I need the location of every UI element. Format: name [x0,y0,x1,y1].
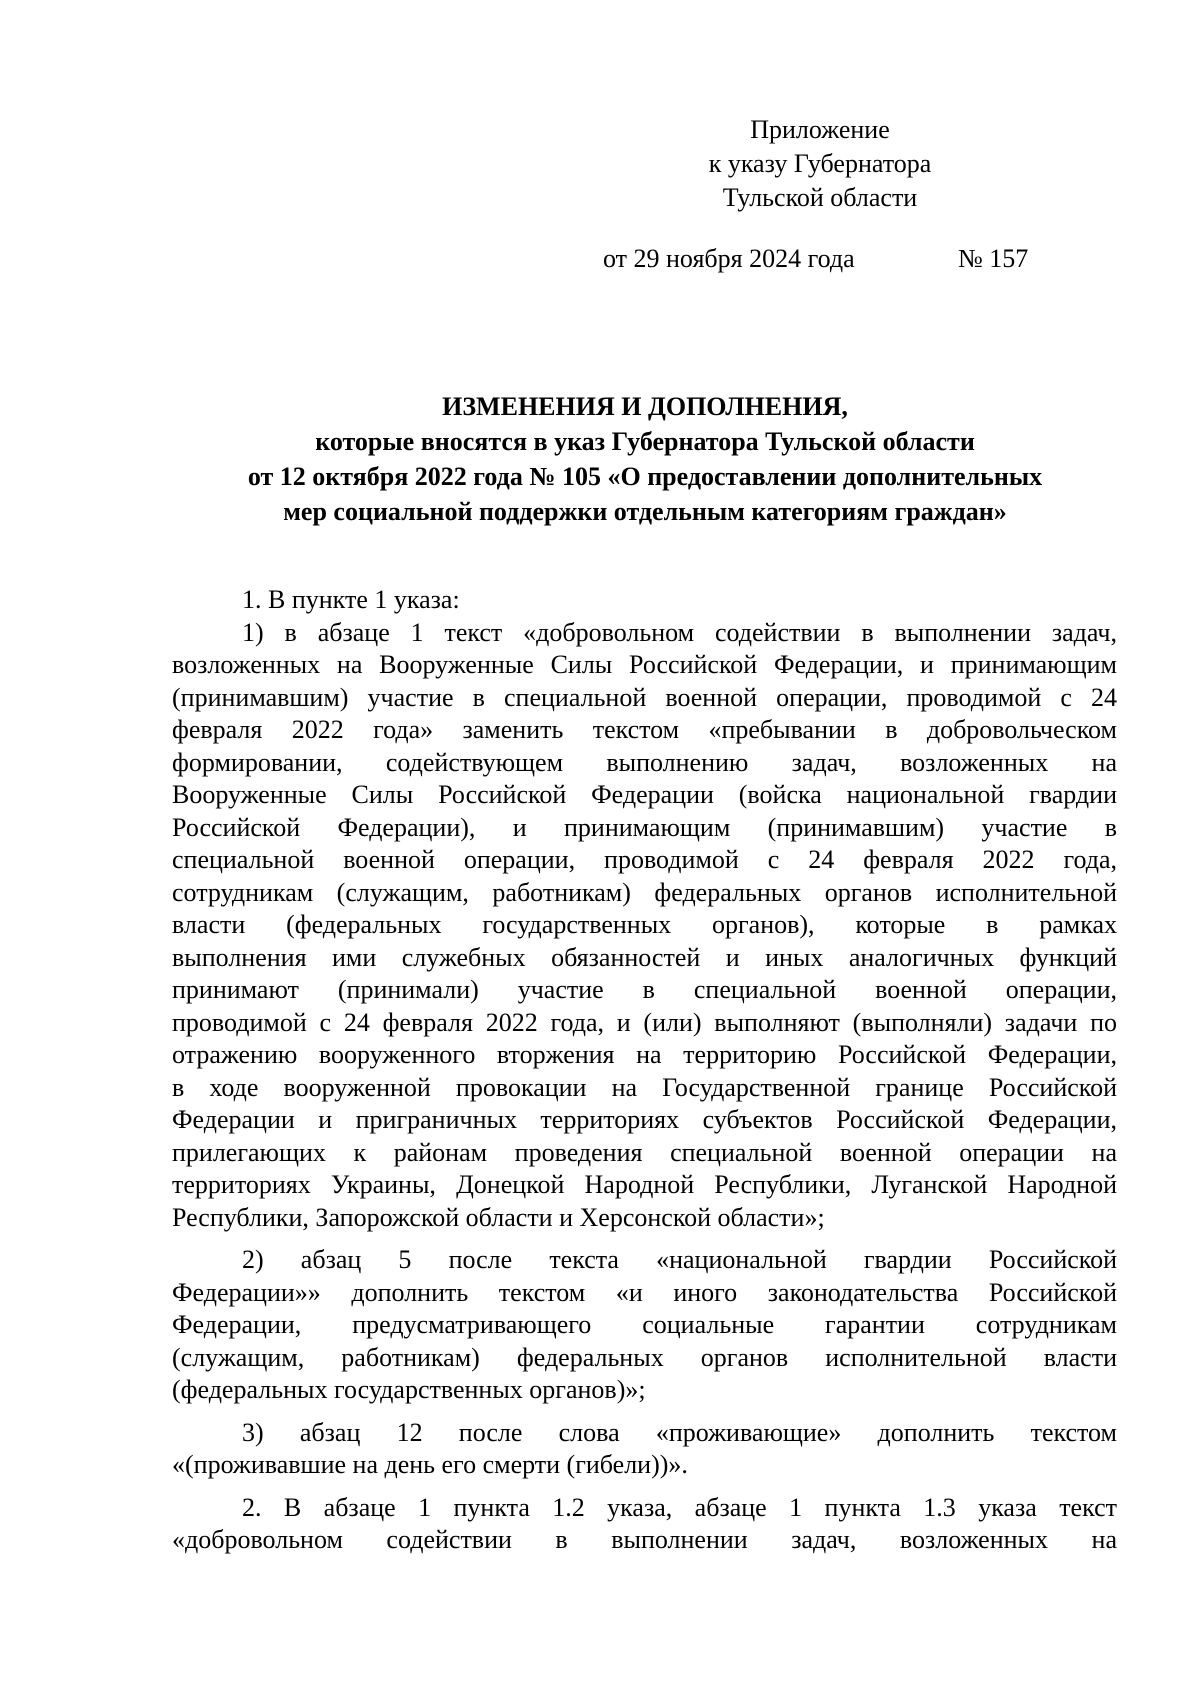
body-line: 1) в абзаце 1 текст «добровольном содействии в выполнении задач, [242,617,1117,647]
body-line: (служащим, работникам) федеральных органов исполнительной власти [172,1342,1117,1372]
body-line: в ходе вооруженной провокации на Государственной границе Российской [172,1072,1117,1102]
decree-date: от 29 ноября 2024 года [603,244,855,273]
body-line: Вооруженные Силы Российской Федерации (войска национальной гвардии [172,780,1117,809]
body-line: Российской Федерации), и принимающим (принимавшим) участие в [172,812,1117,842]
body-line: выполнения ими служебных обязанностей и иных аналогичных функций [172,942,1117,972]
appendix-header [690,113,950,215]
appendix-line-3: Тульской области [722,183,918,212]
body-line: февраля 2022 года» заменить текстом «пребывании в добровольческом [172,715,1117,744]
body-line: «добровольном содействии в выполнении задач, возложенных на [172,1525,1117,1554]
body-line: Республики, Запорожской области и Херсонской области»; [172,1202,825,1232]
document-body [172,584,1117,1557]
body-line: специальной военной операции, проводимой с 24 февраля 2022 года, [172,845,1117,874]
body-line: 1. В пункте 1 указа: [242,585,460,614]
body-line: Федерации, предусматривающего социальные гарантии сотрудникам [172,1310,1117,1339]
body-line: возложенных на Вооруженные Силы Российской Федерации, и принимающим [172,650,1117,679]
body-line: проводимой с 24 февраля 2022 года, и (или) выполняют (выполняли) задачи по [172,1007,1117,1037]
body-line: власти (федеральных государственных органов), которые в рамках [172,910,1117,939]
body-line: 2. В абзаце 1 пункта 1.2 указа, абзаце 1 пункта 1.3 указа текст [242,1492,1117,1522]
body-line: (принимавшим) участие в специальной военной операции, проводимой с 24 [172,682,1117,712]
body-line: формировании, содействующем выполнению задач, возложенных на [172,747,1117,777]
body-line: «(проживавшие на день его смерти (гибели))». [172,1450,688,1479]
body-line: Федерации и приграничных территориях субъектов Российской Федерации, [172,1105,1117,1134]
appendix-line-2: к указу Губернатора [708,149,932,178]
body-line: прилегающих к районам проведения специальной военной операции на [172,1137,1117,1167]
title-line-1: ИЗМЕНЕНИЯ И ДОПОЛНЕНИЯ, [442,392,848,421]
body-line: Федерации»» дополнить текстом «и иного законодательства Российской [172,1277,1117,1307]
title-line-3: от 12 октября 2022 года № 105 «О предоставлении дополнительных [247,462,1043,491]
paragraph-gap [172,1407,1117,1417]
body-line: принимают (принимали) участие в специальной военной операции, [172,975,1117,1004]
body-line: сотрудникам (служащим, работникам) федеральных органов исполнительной [172,877,1117,907]
title-line-2: которые вносятся в указ Губернатора Тульской области [315,427,975,456]
paragraph-gap [172,1482,1117,1492]
decree-number: № 157 [958,244,1029,273]
document-title [173,389,1117,529]
paragraph-gap [172,1234,1117,1244]
body-line: отражению вооруженного вторжения на территорию Российской Федерации, [172,1040,1117,1069]
body-line: 2) абзац 5 после текста «национальной гвардии Российской [242,1245,1117,1274]
body-line: 3) абзац 12 после слова «проживающие» дополнить текстом [242,1417,1117,1447]
appendix-line-1: Приложение [750,115,890,144]
body-line: территориях Украины, Донецкой Народной Республики, Луганской Народной [172,1170,1117,1199]
body-line: (федеральных государственных органов)»; [172,1375,646,1404]
title-line-4: мер социальной поддержки отдельным категориям граждан» [283,497,1007,526]
